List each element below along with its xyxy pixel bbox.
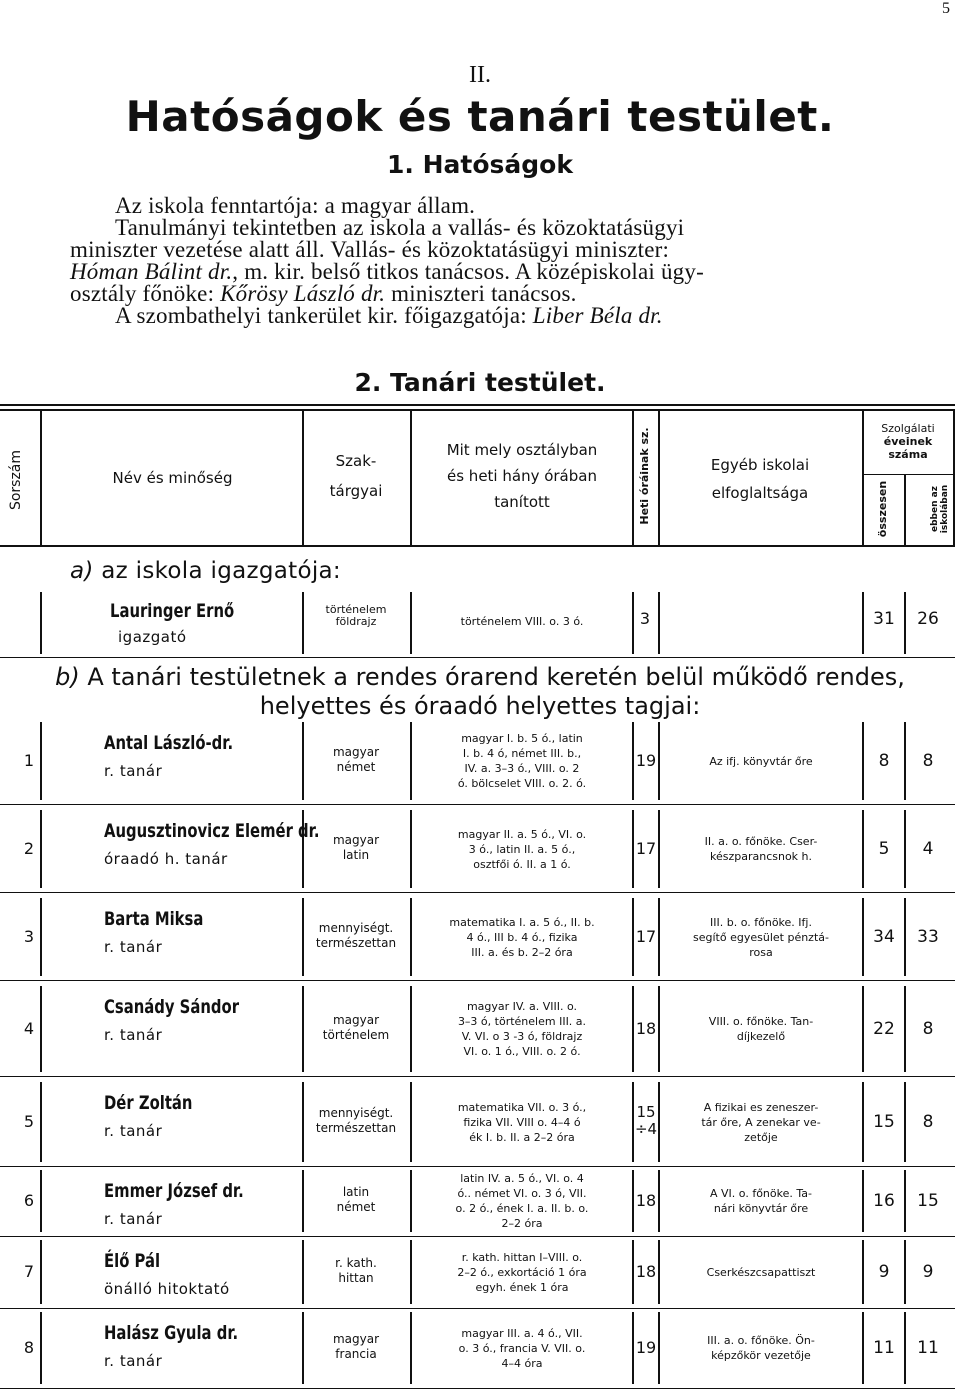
column-divider xyxy=(632,410,634,545)
teacher-subjects xyxy=(304,745,408,775)
other-duties xyxy=(662,1100,860,1145)
taught-line: magyar III. a. 4 ó., VII. xyxy=(461,1326,583,1340)
taught-line: III. a. és b. 2–2 óra xyxy=(471,945,573,959)
teacher-subjects xyxy=(304,921,408,951)
other-line: zetője xyxy=(744,1130,778,1144)
subject: r. kath. xyxy=(335,1256,377,1270)
subject: hittan xyxy=(338,1271,374,1285)
column-header-here: ebben az iskolában xyxy=(930,484,950,534)
row-rule xyxy=(0,1166,955,1167)
paragraph-line xyxy=(70,261,900,283)
other-line: készparancsnok h. xyxy=(709,850,813,863)
subject: német xyxy=(336,1200,376,1214)
weekly-hours: 18 xyxy=(635,1191,657,1210)
taught-line: fizika VII. VIII o. 4–4 ó xyxy=(463,1115,581,1129)
column-divider xyxy=(904,986,906,1072)
column-header-other-duties: Egyéb iskolai xyxy=(710,456,810,474)
other-duties xyxy=(662,1333,860,1363)
other-duties xyxy=(662,1186,860,1216)
teacher-role: r. tanár xyxy=(104,762,163,780)
service-years-total: 11 xyxy=(873,1338,895,1358)
teacher-subjects xyxy=(304,1106,408,1136)
other-line: képzőkör vezetője xyxy=(711,1349,811,1362)
column-divider xyxy=(904,475,906,545)
row-rule xyxy=(0,892,955,893)
table-row-director xyxy=(110,600,269,622)
column-divider xyxy=(862,810,864,888)
row-rule xyxy=(0,1236,955,1237)
column-divider xyxy=(862,722,864,800)
taught-line: latin IV. a. 5 ó., VI. o. 4 xyxy=(460,1172,584,1185)
column-divider xyxy=(904,1312,906,1384)
service-years-here: 4 xyxy=(922,839,934,859)
other-duties xyxy=(662,1265,860,1280)
service-years-total: 16 xyxy=(873,1191,895,1211)
column-divider xyxy=(904,722,906,800)
teacher-role: óraadó h. tanár xyxy=(104,850,228,868)
subject: magyar xyxy=(332,833,380,847)
row-number: 4 xyxy=(23,1019,34,1038)
group-label-text: A tanári testületnek a rendes órarend keretén belül működő rendes, xyxy=(79,663,905,691)
taught-line: matematika I. a. 5 ó., II. b. xyxy=(449,915,595,929)
text-span: Az iskola fenntartója: a magyar állam. xyxy=(115,193,476,218)
row-number: 7 xyxy=(23,1262,34,1281)
teacher-name: Csanády Sándor xyxy=(104,996,240,1018)
subject: francia xyxy=(335,1347,377,1361)
teacher-subjects xyxy=(304,833,408,863)
teacher-taught xyxy=(412,915,632,960)
column-divider xyxy=(862,1312,864,1384)
taught-line: ó. bölcselet VIII. o. 2. ó. xyxy=(457,777,587,790)
other-line: A fizikai es zeneszer- xyxy=(703,1100,819,1114)
taught-line: magyar I. b. 5 ó., latin xyxy=(461,732,583,745)
row-number: 5 xyxy=(23,1112,34,1131)
service-years-total: 15 xyxy=(873,1112,895,1132)
teacher-taught xyxy=(412,731,632,791)
column-header-service-years: Szolgálati xyxy=(881,422,935,435)
teacher-role: r. tanár xyxy=(104,1122,163,1140)
column-divider xyxy=(40,810,42,888)
teacher-name: Barta Miksa xyxy=(104,908,204,930)
teacher-taught xyxy=(412,1250,632,1295)
subject: történelem xyxy=(322,1028,390,1042)
teacher-role: r. tanár xyxy=(104,938,163,956)
teacher-role: r. tanár xyxy=(104,1026,163,1044)
subject: természettan xyxy=(315,1121,397,1135)
service-years-here: 11 xyxy=(917,1338,939,1358)
taught-line: 4–4 óra xyxy=(501,1356,543,1370)
other-line: III. a. o. főnöke. Ön- xyxy=(707,1334,815,1347)
person-name: Hóman Bálint dr. xyxy=(70,259,233,284)
subject: magyar xyxy=(332,745,380,759)
taught-line: IV. a. 3–3 ó., VIII. o. 2 xyxy=(464,762,580,775)
teacher-subjects xyxy=(304,1332,408,1362)
column-header-other-duties-2: elfoglaltsága xyxy=(711,484,809,502)
row-number: 8 xyxy=(23,1338,34,1357)
subject: mennyiségt. xyxy=(318,921,394,935)
row-number: 1 xyxy=(23,751,34,770)
service-years-total: 34 xyxy=(873,927,895,947)
subject: mennyiségt. xyxy=(318,1106,394,1120)
service-years-here: 8 xyxy=(922,751,934,771)
taught-line: 3 ó., latin II. a. 5 ó., xyxy=(468,842,576,856)
text-span: Tanulmányi tekintetben az iskola a vallás- és közoktatásügyi xyxy=(115,215,685,240)
column-header-sorszam: Sorszám xyxy=(8,449,24,511)
weekly-hours: 19 xyxy=(635,1338,657,1357)
section-heading-authorities: 1. Hatóságok xyxy=(387,150,573,179)
column-divider xyxy=(40,1170,42,1232)
taught-line: o. 2 ó., ének I. a. II. b. o. xyxy=(455,1202,589,1215)
teacher-subjects xyxy=(304,1185,408,1215)
column-header-service-years-3: száma xyxy=(888,448,928,461)
taught-line: 3–3 ó, történelem III. a. xyxy=(457,1015,587,1028)
taught-line: r. kath. hittan I–VIII. o. xyxy=(461,1250,583,1264)
taught-line: 4 ó., III b. 4 ó., fizika xyxy=(466,930,578,944)
teacher-subjects xyxy=(304,604,408,628)
weekly-hours: 19 xyxy=(635,751,657,770)
column-divider xyxy=(40,410,42,545)
other-line: II. a. o. főnöke. Cser- xyxy=(704,835,818,848)
paragraph-line xyxy=(70,283,900,305)
paragraph-line xyxy=(70,239,900,261)
column-divider xyxy=(862,986,864,1072)
column-divider xyxy=(40,722,42,800)
taught-line: 2–2 óra xyxy=(501,1217,543,1230)
text-span: miniszter vezetése alatt áll. Vallás- és közoktatásügyi miniszter: xyxy=(70,237,670,262)
row-rule xyxy=(0,804,955,805)
taught-line: ék I. b. II. a 2–2 óra xyxy=(469,1130,575,1144)
column-divider xyxy=(40,898,42,976)
taught-line: osztfői ó. II. a 1 ó. xyxy=(473,857,571,871)
text-span: miniszteri tanácsos. xyxy=(385,281,577,306)
column-divider xyxy=(40,986,42,1072)
column-header-taught-2: és heti hány órában xyxy=(447,467,597,485)
group-letter: b) xyxy=(55,663,80,691)
column-divider xyxy=(40,592,42,654)
paragraph-line xyxy=(70,305,900,327)
column-header-subjects: Szak- xyxy=(335,452,377,470)
taught-line: matematika VII. o. 3 ó., xyxy=(457,1100,587,1114)
row-rule xyxy=(0,1388,955,1389)
teacher-taught: történelem VIII. o. 3 ó. xyxy=(460,615,584,628)
row-number: 3 xyxy=(23,927,34,946)
subject: magyar xyxy=(332,1013,380,1027)
other-duties xyxy=(662,915,860,960)
text-span: A szombathelyi tankerület kir. főigazgatója: xyxy=(115,303,533,328)
paragraph-line xyxy=(70,195,900,217)
subject: természettan xyxy=(315,936,397,950)
other-line: tár őre, A zenekar ve- xyxy=(701,1115,821,1129)
column-divider xyxy=(904,898,906,976)
column-divider xyxy=(40,1240,42,1304)
column-divider xyxy=(904,1240,906,1304)
column-divider xyxy=(862,898,864,976)
subject: földrajz xyxy=(335,615,377,628)
column-header-weekly-hours: Heti óráinak sz. xyxy=(638,427,651,525)
table-top-rule xyxy=(0,404,955,406)
chapter-number: II. xyxy=(469,62,491,88)
service-years-here: 33 xyxy=(917,927,939,947)
teacher-taught xyxy=(412,1171,632,1231)
column-header-taught: Mit mely osztályban xyxy=(446,441,598,459)
other-line: nári könyvtár őre xyxy=(713,1202,809,1215)
teacher-role: r. tanár xyxy=(104,1210,163,1228)
person-name: Kőrösy László dr. xyxy=(220,281,386,306)
text-span: , m. kir. belső titkos tanácsos. A középiskolai ügy- xyxy=(232,259,704,284)
teacher-name: Dér Zoltán xyxy=(104,1092,193,1114)
row-number: 6 xyxy=(23,1191,34,1210)
paragraph-line xyxy=(70,217,900,239)
teacher-role: r. tanár xyxy=(104,1352,163,1370)
other-duties xyxy=(662,834,860,864)
column-header-total: összesen xyxy=(876,480,889,538)
service-years-total: 5 xyxy=(878,839,890,859)
teacher-taught xyxy=(412,1100,632,1145)
other-line: VIII. o. főnöke. Tan- xyxy=(708,1015,814,1028)
column-header-name: Név és minőség xyxy=(112,469,233,487)
subject: latin xyxy=(342,1185,370,1199)
row-rule xyxy=(0,1308,955,1309)
teacher-name: Augusztinovicz Elemér dr. xyxy=(104,820,320,842)
service-years-total: 8 xyxy=(878,751,890,771)
taught-line: o. 3 ó., francia V. VII. o. xyxy=(458,1341,586,1355)
column-divider xyxy=(862,1170,864,1232)
taught-line: 2–2 ó., exkortáció 1 óra xyxy=(457,1265,587,1279)
weekly-hours: 17 xyxy=(635,839,657,858)
weekly-hours: 18 xyxy=(635,1019,657,1038)
service-years-total: 9 xyxy=(878,1262,890,1282)
service-years-total: 22 xyxy=(873,1019,895,1039)
column-divider xyxy=(40,1082,42,1162)
weekly-hours: 17 xyxy=(635,927,657,946)
column-divider xyxy=(862,1240,864,1304)
column-header-subjects-2: tárgyai xyxy=(329,482,383,500)
teacher-subjects xyxy=(304,1256,408,1286)
text-span: osztály főnöke: xyxy=(70,281,221,306)
row-rule xyxy=(0,1076,955,1077)
taught-line: ó.. német VI. o. 3 ó, VII. xyxy=(457,1187,587,1200)
authorities-paragraph xyxy=(70,195,900,327)
column-divider xyxy=(904,1082,906,1162)
group-label-text: az iskola igazgatója: xyxy=(93,558,341,584)
teacher-name: Halász Gyula dr. xyxy=(104,1322,239,1344)
teacher-taught xyxy=(412,827,632,872)
teacher-name: Antal László-dr. xyxy=(104,732,234,754)
other-line: III. b. o. főnöke. Ifj. xyxy=(710,915,812,929)
subject: latin xyxy=(342,848,370,862)
table-header-rule xyxy=(0,545,955,547)
column-divider xyxy=(904,592,906,654)
column-header-taught-3: tanított xyxy=(494,493,550,511)
group-b-label-2: helyettes és óraadó helyettes tagjai: xyxy=(259,692,701,720)
service-years-here: 15 xyxy=(917,1191,939,1211)
teacher-subjects xyxy=(304,1013,408,1043)
taught-line: magyar IV. a. VIII. o. xyxy=(466,1000,578,1013)
teacher-taught xyxy=(412,1326,632,1371)
group-rule xyxy=(0,657,955,658)
other-line: Cserkészcsapattiszt xyxy=(706,1265,816,1279)
other-line: A VI. o. főnöke. Ta- xyxy=(710,1187,812,1200)
other-line: Az ifj. könyvtár őre xyxy=(709,754,813,768)
section-heading-faculty: 2. Tanári testület. xyxy=(354,368,606,397)
column-divider xyxy=(862,592,864,654)
group-letter: a) xyxy=(70,558,94,584)
other-line: segítő egyesület pénztá- xyxy=(693,930,829,944)
service-years-here: 8 xyxy=(922,1019,934,1039)
column-header-service-years-2: éveinek xyxy=(883,435,933,448)
teacher-name: Lauringer Ernő xyxy=(110,600,235,622)
column-divider xyxy=(904,810,906,888)
teacher-taught xyxy=(412,999,632,1059)
weekly-hours: 18 xyxy=(635,1262,657,1281)
other-duties xyxy=(662,754,860,769)
other-line: rosa xyxy=(749,945,773,959)
service-years-here: 26 xyxy=(917,609,939,629)
service-years-total: 31 xyxy=(873,609,895,629)
group-a-label xyxy=(70,558,341,584)
teacher-role: igazgató xyxy=(118,628,187,646)
person-name: Liber Béla dr. xyxy=(532,303,663,328)
service-years-here: 9 xyxy=(922,1262,934,1282)
column-divider xyxy=(862,1082,864,1162)
taught-line: magyar II. a. 5 ó., VI. o. xyxy=(457,827,587,841)
column-divider xyxy=(40,1312,42,1384)
teacher-name: Élő Pál xyxy=(104,1250,161,1272)
row-rule xyxy=(0,980,955,981)
subject: történelem xyxy=(325,603,387,616)
taught-line: V. VI. o 3 -3 ó, földrajz xyxy=(461,1030,583,1043)
column-divider xyxy=(904,1170,906,1232)
subject: német xyxy=(336,760,376,774)
teacher-role: önálló hitoktató xyxy=(104,1280,230,1298)
service-years-here: 8 xyxy=(922,1112,934,1132)
group-b-label xyxy=(0,663,960,692)
page-number: 5 xyxy=(942,0,950,17)
subject: magyar xyxy=(332,1332,380,1346)
taught-line: VI. o. 1 ó., VIII. o. 2 ó. xyxy=(463,1045,581,1058)
weekly-hours: 3 xyxy=(639,609,651,628)
other-duties xyxy=(662,1014,860,1044)
row-number: 2 xyxy=(23,839,34,858)
page-title: Hatóságok és tanári testület. xyxy=(125,92,835,141)
weekly-hours: 15÷4 xyxy=(634,1103,658,1138)
table-top-rule-inner xyxy=(0,409,955,411)
other-line: díjkezelő xyxy=(736,1030,786,1043)
taught-line: egyh. ének 1 óra xyxy=(475,1280,569,1294)
taught-line: I. b. 4 ó, német III. b., xyxy=(462,747,582,760)
teacher-name: Emmer József dr. xyxy=(104,1180,244,1202)
